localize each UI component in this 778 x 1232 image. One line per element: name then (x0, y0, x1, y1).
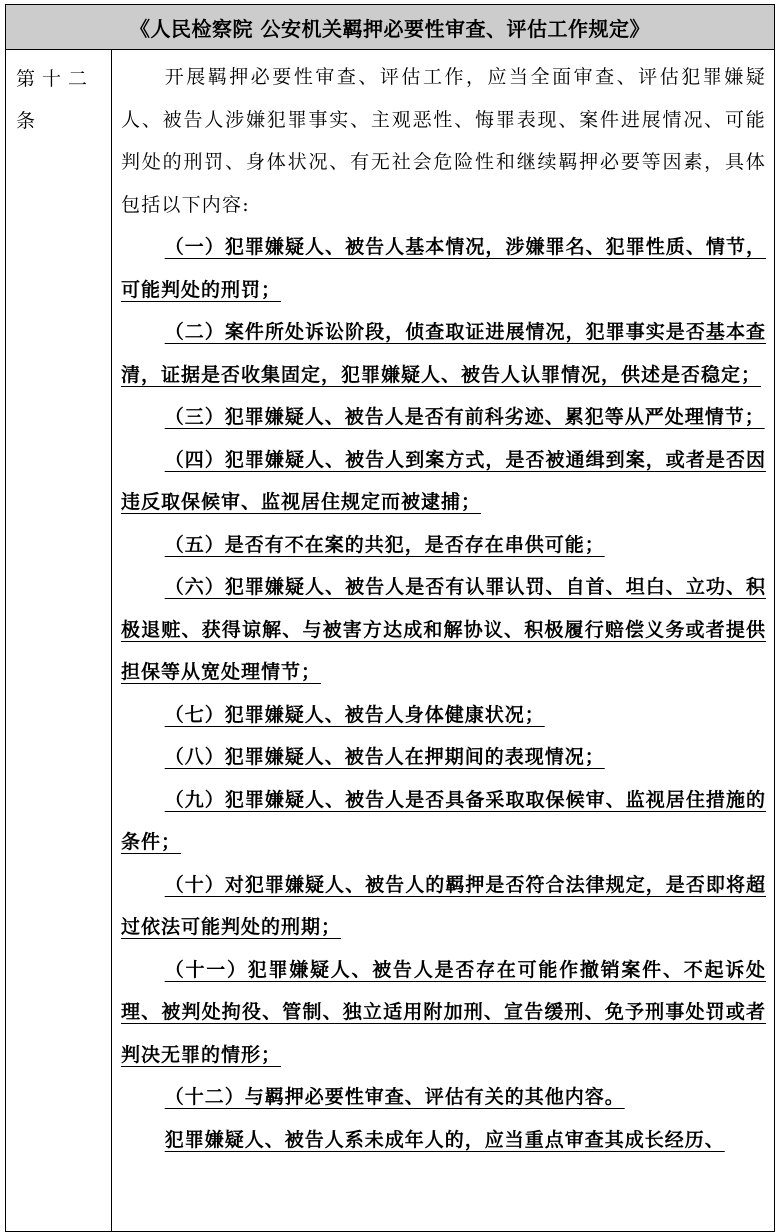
item-9: （九）犯罪嫌疑人、被告人是否具备采取取保候审、监视居住措施的条件； (121, 788, 766, 853)
article-content (113, 50, 774, 1231)
item-4: （四）犯罪嫌疑人、被告人到案方式，是否被通缉到案，或者是否因违反取保候审、监视居住规定而被逮捕； (121, 448, 766, 513)
intro-paragraph: 开展羁押必要性审查、评估工作，应当全面审查、评估犯罪嫌疑人、被告人涉嫌犯罪事实、主观恶性、悔罪表现、案件进展情况、可能判处的刑罚、身体状况、有无社会危险性和继续羁押必要等因素，具体包括以下内容: (121, 66, 766, 216)
item-7: （七）犯罪嫌疑人、被告人身体健康状况； (164, 703, 545, 726)
document-title: 《人民检察院 公安机关羁押必要性审查、评估工作规定》 (6, 5, 774, 50)
item-5: （五）是否有不在案的共犯，是否存在串供可能； (164, 533, 605, 556)
item-1: （一）犯罪嫌疑人、被告人基本情况，涉嫌罪名、犯罪性质、情节，可能判处的刑罚； (121, 236, 766, 301)
juvenile-paragraph: 犯罪嫌疑人、被告人系未成年人的，应当重点审查其成长经历、 (164, 1128, 725, 1151)
item-3: （三）犯罪嫌疑人、被告人是否有前科劣迹、累犯等从严处理情节； (164, 406, 765, 428)
article-row (6, 50, 774, 1231)
item-11: （十一）犯罪嫌疑人、被告人是否存在可能作撤销案件、不起诉处理、被判处拘役、管制、独立适用附加刑、宣告缓刑、免予刑事处罚或者判决无罪的情形； (121, 958, 766, 1066)
article-number: 第十二条 (6, 50, 112, 1231)
item-6: （六）犯罪嫌疑人、被告人是否有认罪认罚、自首、坦白、立功、积极退赃、获得谅解、与被害方达成和解协议、积极履行赔偿义务或者提供担保等从宽处理情节； (121, 576, 766, 683)
item-10: （十）对犯罪嫌疑人、被告人的羁押是否符合法律规定，是否即将超过依法可能判处的刑期； (121, 873, 766, 938)
item-8: （八）犯罪嫌疑人、被告人在押期间的表现情况； (164, 746, 605, 768)
item-12: （十二）与羁押必要性审查、评估有关的其他内容。 (164, 1086, 625, 1108)
regulation-table (5, 4, 775, 1232)
item-2: （二）案件所处诉讼阶段，侦查取证进展情况，犯罪事实是否基本查清，证据是否收集固定，犯罪嫌疑人、被告人认罪情况，供述是否稳定； (121, 321, 766, 386)
